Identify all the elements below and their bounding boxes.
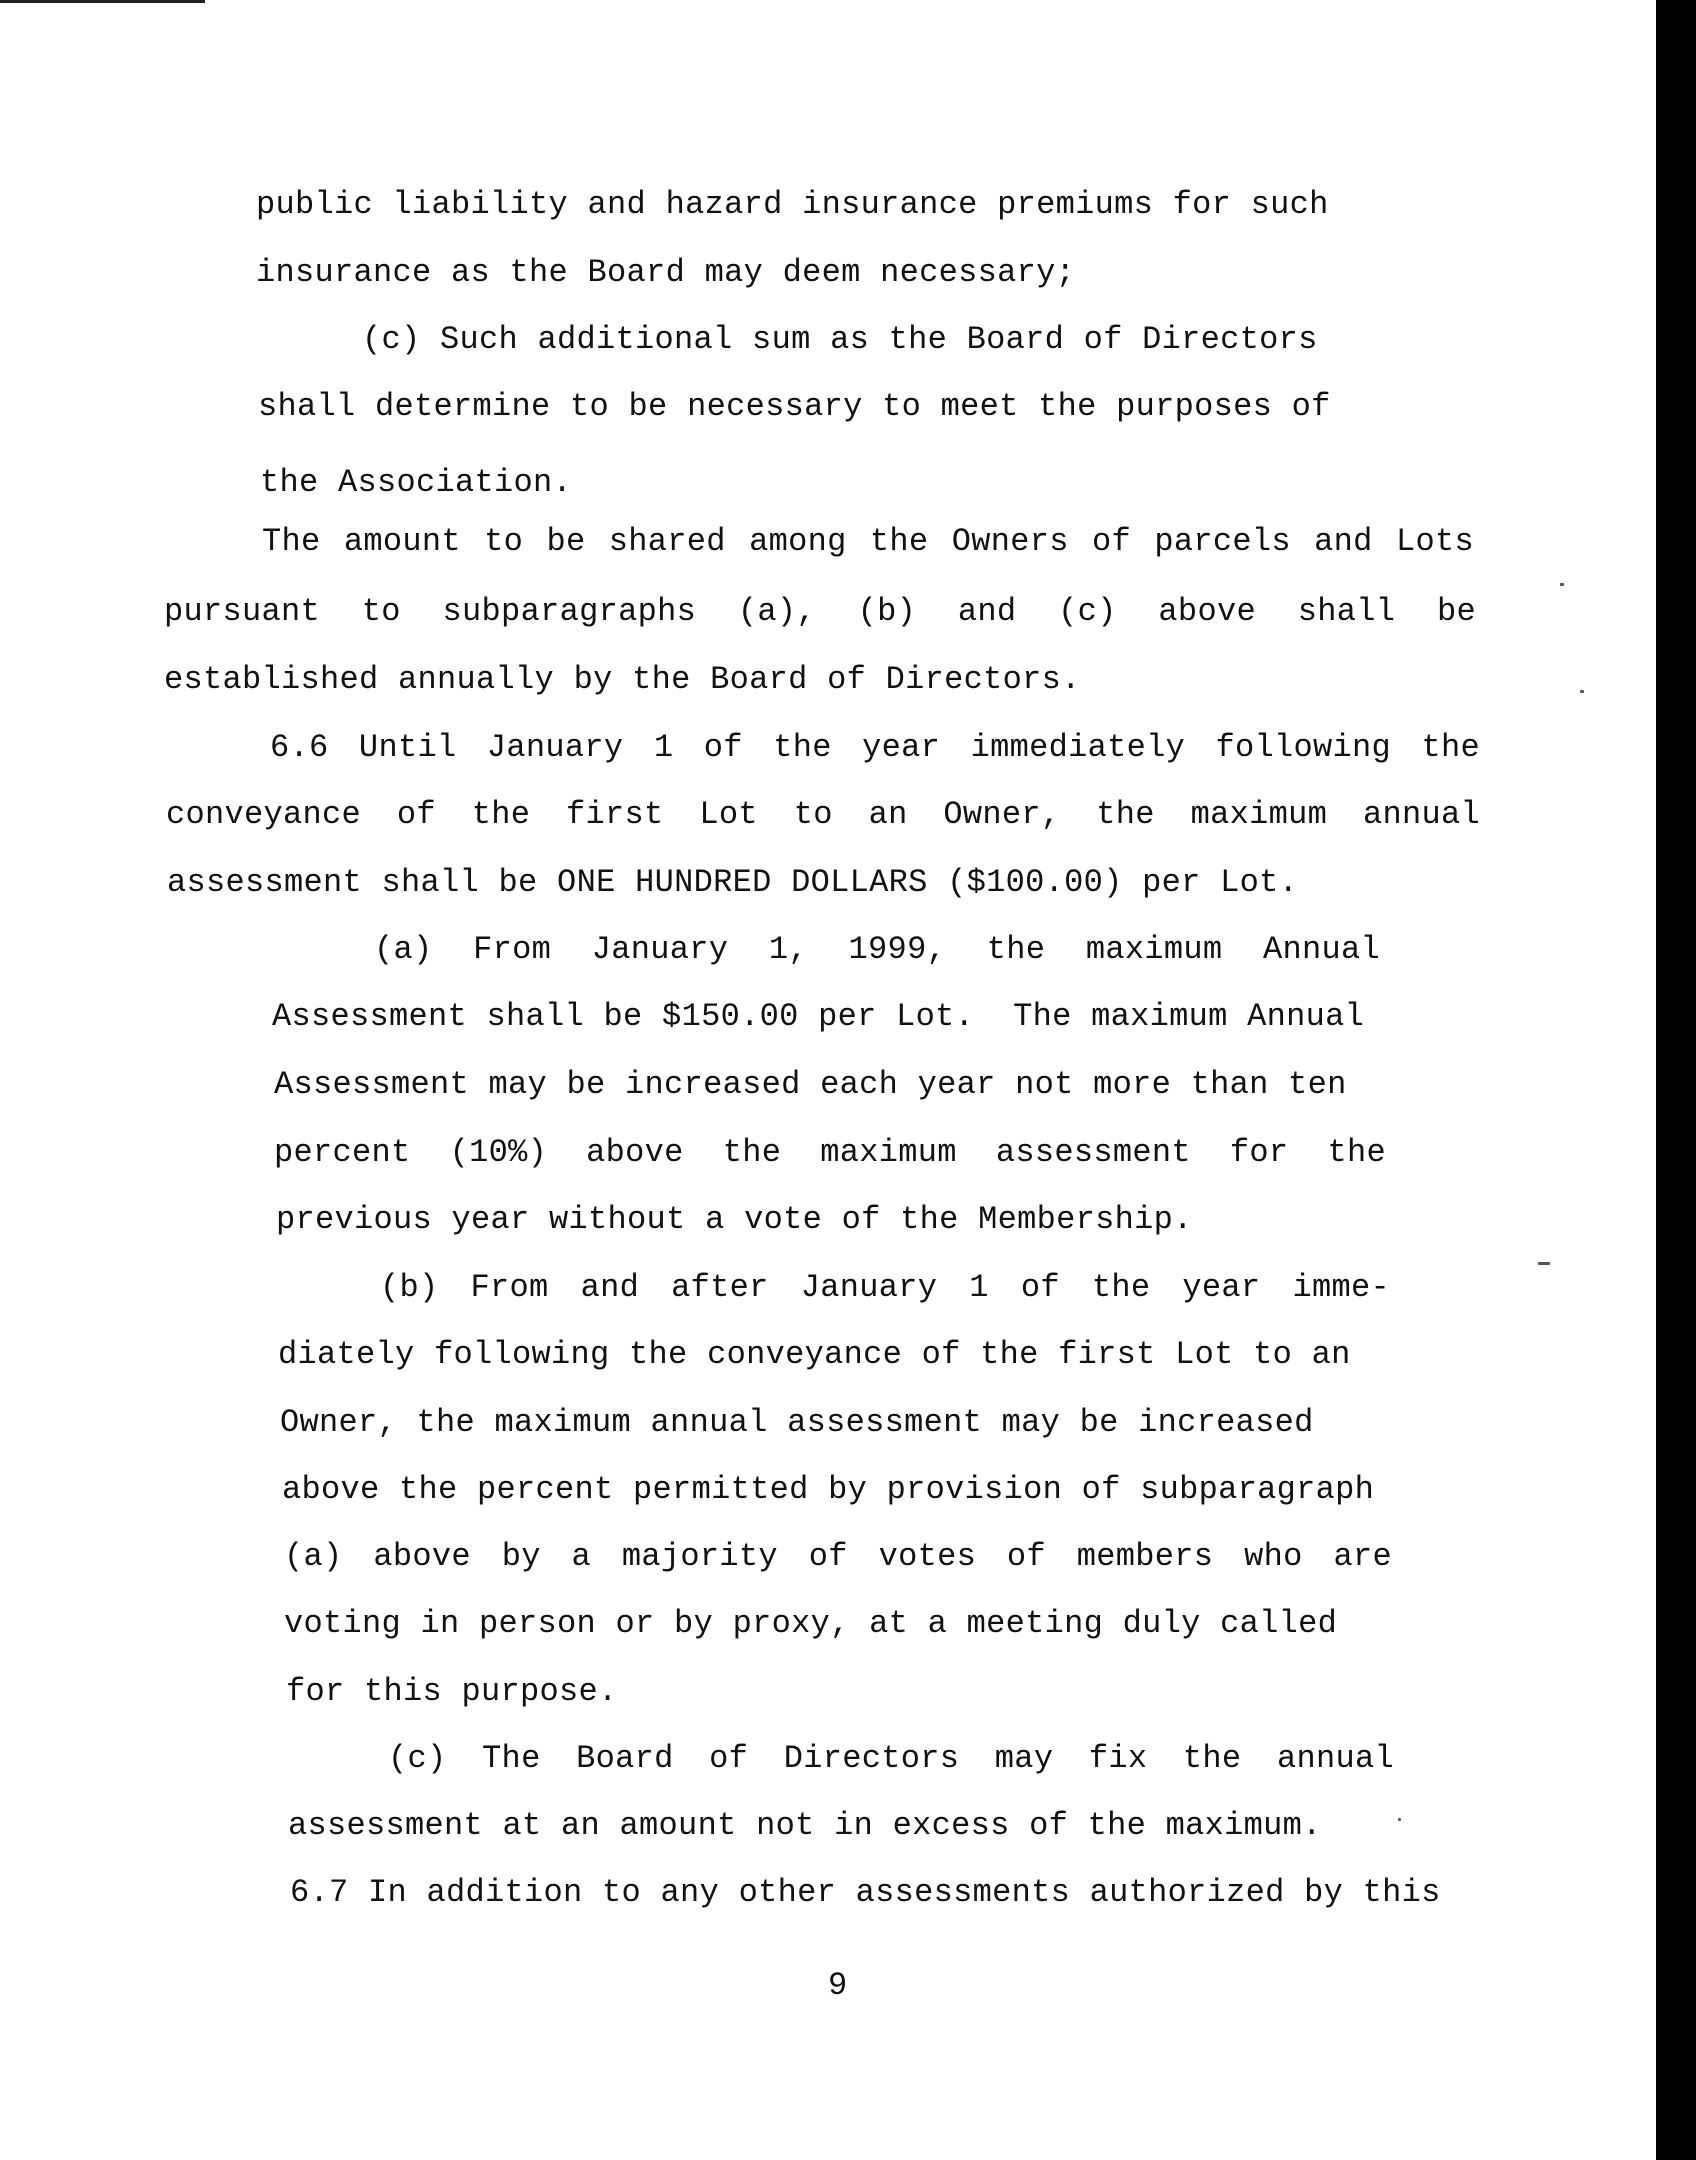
scan-speck bbox=[1560, 583, 1564, 586]
text-line: voting in person or by proxy, at a meeting duly called bbox=[284, 1605, 1338, 1642]
text-line: diately following the conveyance of the first Lot to an bbox=[278, 1336, 1351, 1373]
scan-speck bbox=[1580, 690, 1584, 693]
scan-speck bbox=[1398, 1818, 1401, 1821]
text-line: percent (10%) above the maximum assessment for the bbox=[274, 1134, 1386, 1171]
text-line: Owner, the maximum annual assessment may be increased bbox=[280, 1404, 1314, 1441]
text-line: (b) From and after January 1 of the year imme- bbox=[380, 1269, 1390, 1306]
text-line: Assessment shall be $150.00 per Lot. The maximum Annual bbox=[272, 998, 1365, 1035]
text-line: (c) The Board of Directors may fix the annual bbox=[388, 1740, 1394, 1777]
text-line: (a) From January 1, 1999, the maximum Annual bbox=[374, 931, 1380, 968]
scan-top-rule bbox=[0, 0, 205, 3]
text-line: insurance as the Board may deem necessary; bbox=[256, 254, 1076, 291]
text-line: assessment at an amount not in excess of the maximum. bbox=[288, 1807, 1322, 1844]
scan-right-edge bbox=[1656, 0, 1696, 2160]
text-line: for this purpose. bbox=[286, 1673, 618, 1710]
text-line: previous year without a vote of the Membership. bbox=[276, 1201, 1193, 1238]
text-line: assessment shall be ONE HUNDRED DOLLARS ($100.00) per Lot. bbox=[167, 864, 1299, 901]
text-line: above the percent permitted by provision of subparagraph bbox=[282, 1471, 1375, 1508]
scan-speck bbox=[1538, 1262, 1550, 1265]
text-line: The amount to be shared among the Owners of parcels and Lots bbox=[262, 523, 1474, 560]
text-line: (a) above by a majority of votes of members who are bbox=[284, 1538, 1392, 1575]
text-line: the Association. bbox=[260, 464, 573, 501]
text-line: Assessment may be increased each year not more than ten bbox=[274, 1066, 1347, 1103]
text-line: pursuant to subparagraphs (a), (b) and (c) above shall be bbox=[164, 593, 1476, 630]
text-line: (c) Such additional sum as the Board of Directors bbox=[362, 321, 1318, 358]
text-line: established annually by the Board of Directors. bbox=[164, 661, 1081, 698]
text-line: 6.6 Until January 1 of the year immediately following the bbox=[270, 729, 1480, 766]
text-line: shall determine to be necessary to meet the purposes of bbox=[258, 388, 1331, 425]
text-line: public liability and hazard insurance premiums for such bbox=[256, 186, 1329, 223]
page-number: 9 bbox=[828, 1967, 848, 2004]
text-line: 6.7 In addition to any other assessments authorized by this bbox=[290, 1874, 1441, 1911]
text-line: conveyance of the first Lot to an Owner, the maximum annual bbox=[166, 796, 1480, 833]
